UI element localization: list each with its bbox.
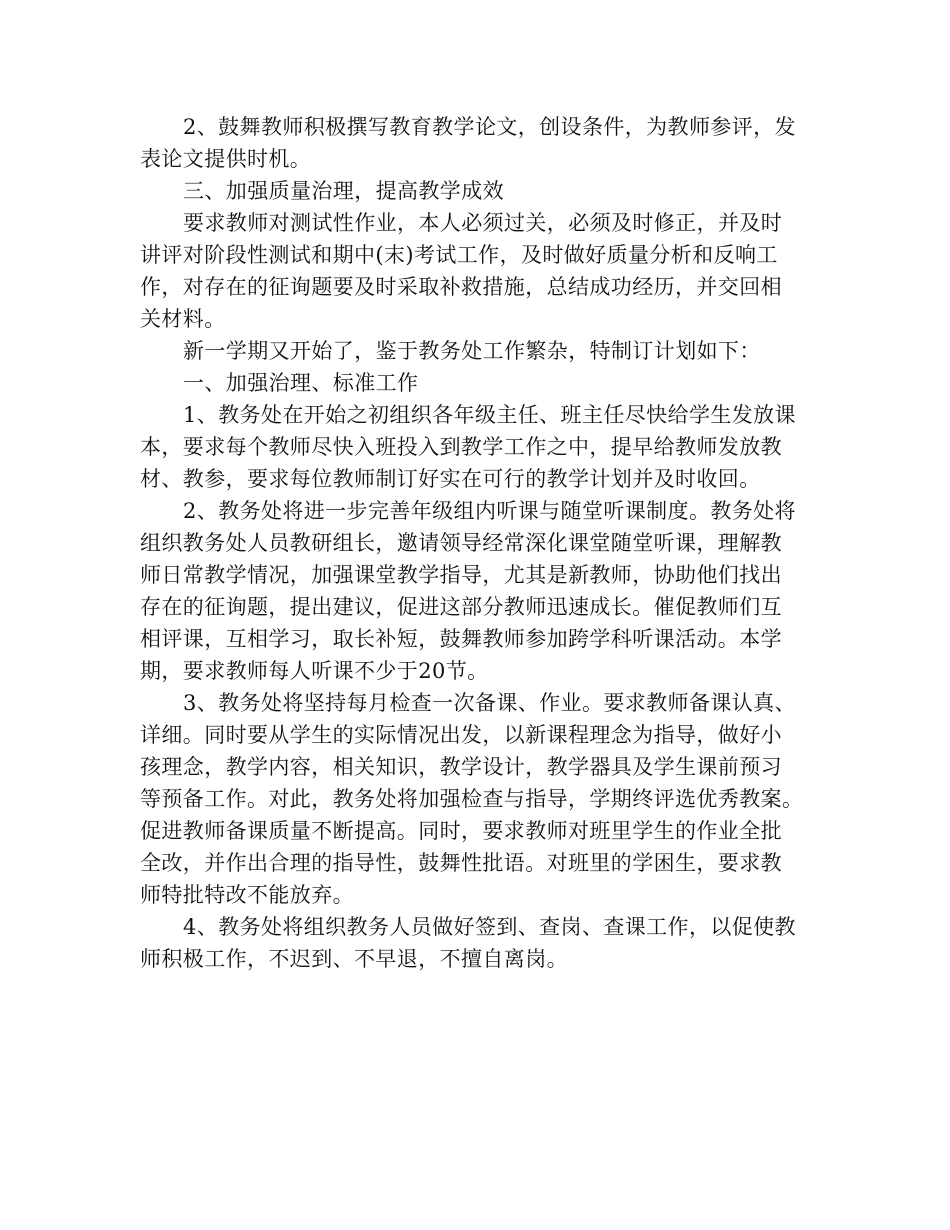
text-line: 表论文提供时机。 bbox=[140, 147, 312, 171]
text-line: 组织教务处人员教研组长，邀请领导经常深化课堂随堂听课，理解教 bbox=[140, 531, 782, 555]
text-line: 本，要求每个教师尽快入班投入到教学工作之中，提早给教师发放教 bbox=[140, 435, 782, 459]
text-line: 详细。同时要从学生的实际情况出发，以新课程理念为指导，做好小 bbox=[140, 723, 782, 747]
text-line: 全改，并作出合理的指导性，鼓舞性批语。对班里的学困生，要求教 bbox=[140, 851, 782, 875]
text-line: 等预备工作。对此，教务处将加强检查与指导，学期终评选优秀教案。 bbox=[140, 787, 804, 811]
text-line: 材、教参，要求每位教师制订好实在可行的教学计划并及时收回。 bbox=[140, 467, 761, 491]
document-body bbox=[0, 111, 950, 975]
text-line: 4、教务处将组织教务人员做好签到、查岗、查课工作，以促使教 bbox=[183, 915, 796, 939]
text-line: 相评课，互相学习，取长补短，鼓舞教师参加跨学科听课活动。本学 bbox=[140, 627, 782, 651]
text-line: 新一学期又开始了，鉴于教务处工作繁杂，特制订计划如下： bbox=[183, 339, 761, 363]
text-line: 2、鼓舞教师积极撰写教育教学论文，创设条件，为教师参评，发 bbox=[183, 115, 796, 139]
text-line: 1、教务处在开始之初组织各年级主任、班主任尽快给学生发放课 bbox=[183, 403, 796, 427]
text-line: 关材料。 bbox=[140, 307, 226, 331]
text-line: 期，要求教师每人听课不少于20节。 bbox=[140, 659, 489, 683]
text-line: 3、教务处将坚持每月检查一次备课、作业。要求教师备课认真、 bbox=[183, 691, 796, 715]
text-line: 师积极工作，不迟到、不早退，不擅自离岗。 bbox=[140, 947, 568, 971]
text-line: 师日常教学情况，加强课堂教学指导，尤其是新教师，协助他们找出 bbox=[140, 563, 782, 587]
text-line: 促进教师备课质量不断提高。同时，要求教师对班里学生的作业全批 bbox=[140, 819, 782, 843]
text-line: 讲评对阶段性测试和期中(末)考试工作，及时做好质量分析和反响工 bbox=[140, 243, 778, 267]
text-line: 要求教师对测试性作业，本人必须过关，必须及时修正，并及时 bbox=[183, 211, 783, 235]
text-line: 存在的征询题，提出建议，促进这部分教师迅速成长。催促教师们互 bbox=[140, 595, 782, 619]
text-line: 孩理念，教学内容，相关知识，教学设计，教学器具及学生课前预习 bbox=[140, 755, 782, 779]
text-line: 师特批特改不能放弃。 bbox=[140, 883, 354, 907]
text-line: 2、教务处将进一步完善年级组内听课与随堂听课制度。教务处将 bbox=[183, 499, 796, 523]
text-line: 作，对存在的征询题要及时采取补救措施，总结成功经历，并交回相 bbox=[140, 275, 782, 299]
section-heading: 一、加强治理、标准工作 bbox=[183, 371, 419, 395]
section-heading: 三、加强质量治理，提高教学成效 bbox=[183, 179, 504, 203]
